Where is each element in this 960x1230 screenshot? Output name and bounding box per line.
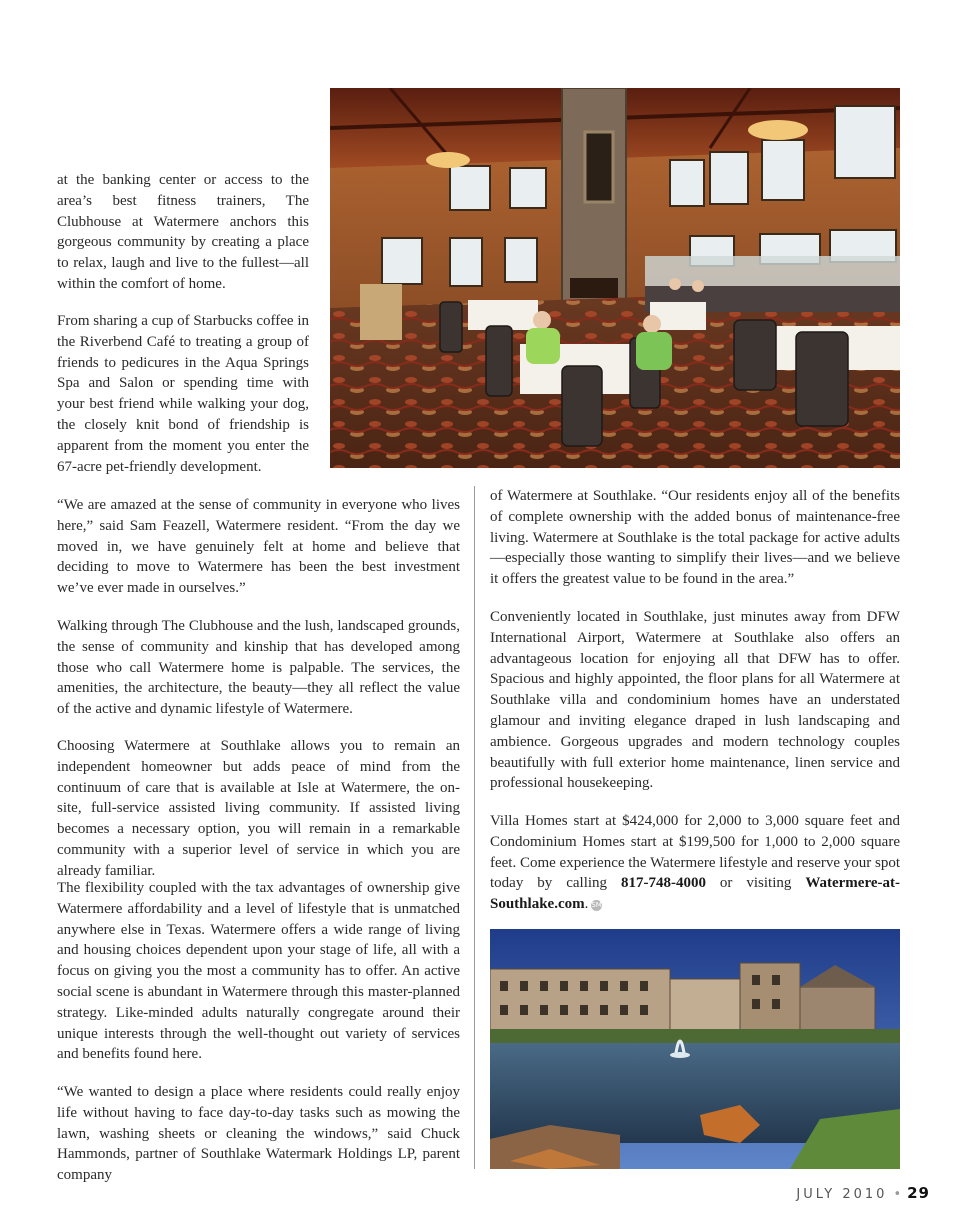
phone-number: 817-748-4000 [620,875,706,892]
article-paragraph: “We are amazed at the sense of community in everyone who lives here,” said Sam Feazell, Watermere resident. “From the day we moved in, we have genuinely felt at home and believe that deciding to move to Watermere has been the best investment we’ve ever made in ourselves.” [57,497,460,597]
article-paragraph: Conveniently located in Southlake, just minutes away from DFW International Airport, Watermere at Southlake also offers an advantageous location for enjoying all that DFW has to offer. Spacious and highly appointed, the floor plans for all Watermere at Southlake villa and condominium homes have an understated glamour and inviting elegance draped in lush landscaping and ambience. Gorgeous upgrades and modern technology couples beautifully with full exterior home maintenance, linen service and professional housekeeping. [490,609,900,792]
article-paragraph: The flexibility coupled with the tax advantages of ownership give Watermere affordability and a level of lifestyle that is unmatched anywhere else in Texas. Watermere offers a wide range of living and housing choices dependent upon your stage of life, all with a focus on giving you the most a community has to offer. An active social scene is abundant in Watermere through this master-planned strategy. Like-minded adults naturally congregate around their unique interests through the well-thought out variety of services and benefits found here. [57,880,460,1063]
column-divider [474,486,475,1169]
article-paragraph: Walking through The Clubhouse and the lush, landscaped grounds, the sense of community and kinship that has developed among those who call Watermere home is palpable. The services, the amenities, the architecture, the beauty—they all reflect the value of the active and dynamic lifestyle of Watermere. [57,618,460,718]
separator-dot: • [893,1187,902,1202]
page-footer [796,1184,930,1202]
community-pond-photo [490,929,900,1169]
page-number: 29 [907,1184,930,1202]
article-paragraph: at the banking center or access to the area’s best fitness trainers, The Clubhouse at Watermere anchors this gorgeous community by creating a place to relax, laugh and live to the fullest—all within the comfort of home. [57,172,309,292]
closing-paragraph [490,811,900,915]
clubhouse-dining-photo [330,88,900,468]
end-mark-icon: SM [591,901,602,910]
closing-text: . [584,896,589,913]
article-paragraph: “We wanted to design a place where residents could really enjoy life without having to face day-to-day tasks such as mowing the lawn, washing sheets or cleaning the windows,” said Chuck Hammonds, partner of Southlake Watermark Holdings LP, parent company [57,1084,460,1184]
issue-date: JULY 2010 [796,1187,888,1202]
article-paragraph: Choosing Watermere at Southlake allows you to remain an independent homeowner but adds peace of mind from the continuum of care that is available at Isle at Watermere, the on-site, full-service assisted living community. If assisted living becomes a necessary option, you will remain in a remarkable community with a superior level of service in which you are already familiar. [57,738,460,879]
article-paragraph: of Watermere at Southlake. “Our residents enjoy all of the benefits of complete ownership with the added bonus of maintenance-free living. Watermere at Southlake is the total package for active adults—especially those wanting to simplify their lives—and we believe it offers the greatest value to be found in the area.” [490,488,900,588]
closing-text: Villa Homes start at $424,000 for 2,000 to 3,000 square feet and Condominium Homes start at $199,500 for 1,000 to 2,000 square feet. Come experience the Watermere lifestyle and reserve your spot today by calling [490,813,901,892]
website-link[interactable]: Watermere-at-Southlake.com [490,875,900,913]
closing-text: or visiting [705,875,806,892]
article-paragraph: From sharing a cup of Starbucks coffee in the Riverbend Café to treating a group of friends to pedicures in the Aqua Springs Spa and Salon or spending time with your best friend while walking your dog, the closely knit bond of friendship is apparent from the moment you enter the 67-acre pet-friendly development. [57,313,309,475]
